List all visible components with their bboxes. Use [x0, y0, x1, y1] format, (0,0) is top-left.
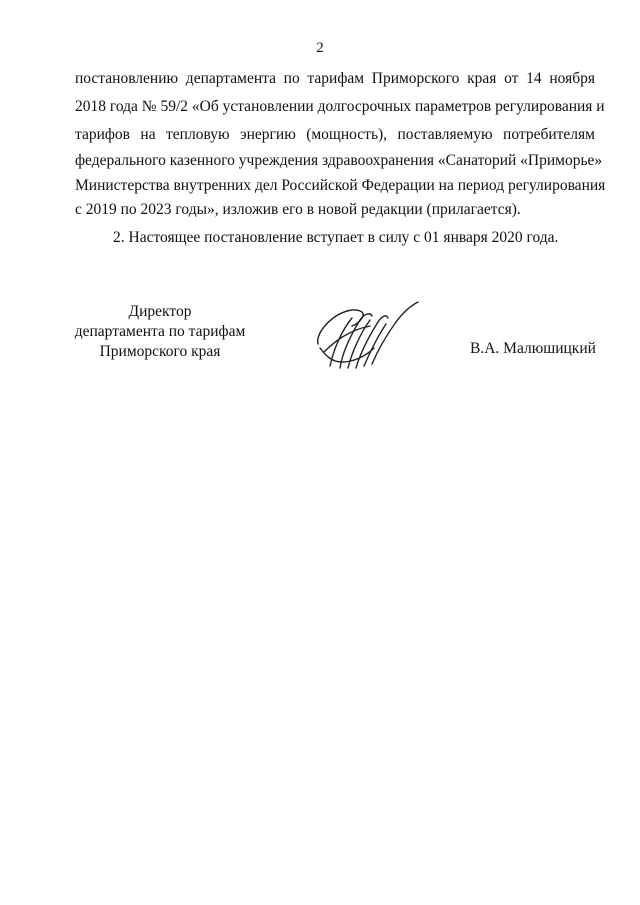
- body-line: 2018 года № 59/2 «Об установлении долгосрочных параметров регулирования и: [75, 98, 605, 115]
- signatory-title-line: Приморского края: [99, 343, 221, 360]
- body-line: Министерства внутренних дел Российской Федерации на период регулирования: [75, 177, 606, 194]
- body-line: федерального казенного учреждения здравоохранения «Санаторий «Приморье»: [75, 152, 603, 169]
- signatory-title: [60, 302, 260, 362]
- signatory-title-line: Директор: [128, 303, 192, 320]
- effective-date-paragraph: 2. Настоящее постановление вступает в силу с 01 января 2020 года.: [113, 229, 559, 246]
- signatory-title-line: департамента по тарифам: [74, 323, 246, 340]
- body-line: с 2019 по 2023 годы», изложив его в новой редакции (прилагается).: [75, 201, 521, 218]
- handwritten-signature: [312, 296, 422, 376]
- body-line: постановлению департамента по тарифам Приморского края от 14 ноября: [75, 70, 595, 87]
- page-number: 2: [316, 40, 324, 56]
- body-line: тарифов на тепловую энергию (мощность), поставляемую потребителям: [75, 126, 595, 143]
- signatory-name: В.А. Малюшицкий: [470, 340, 596, 357]
